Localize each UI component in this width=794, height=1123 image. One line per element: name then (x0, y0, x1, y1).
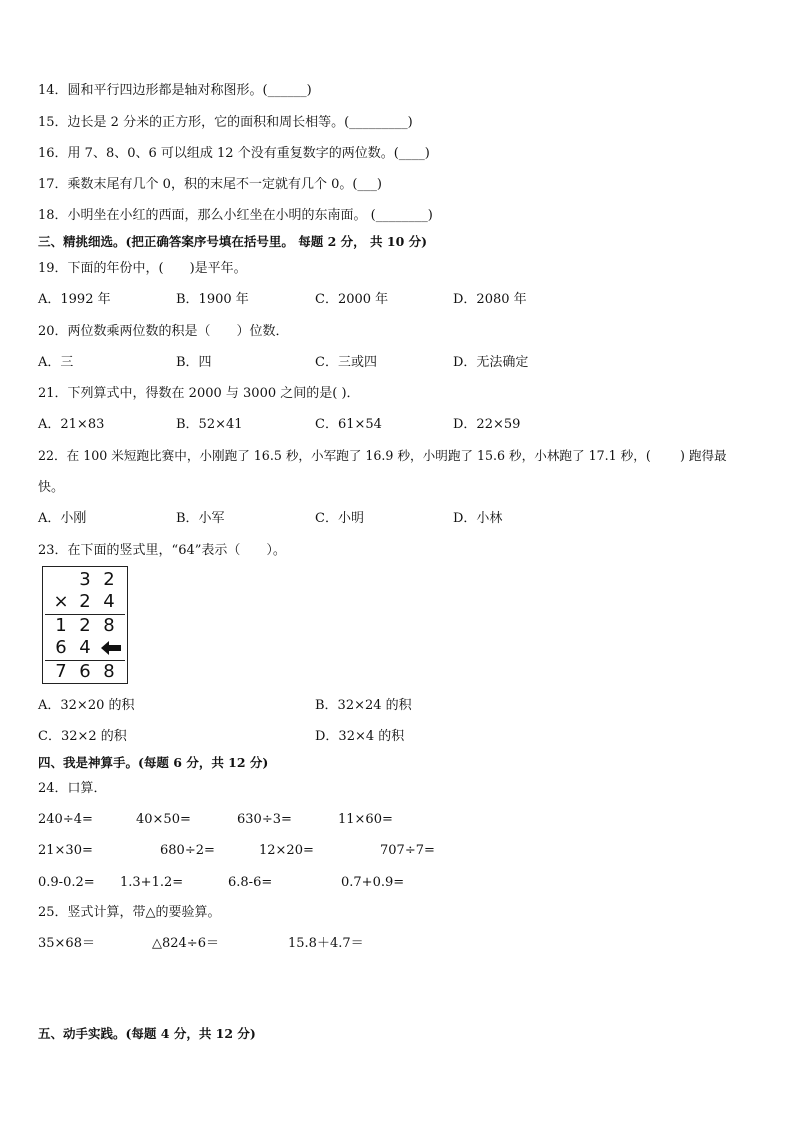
vertical-row-product (43, 661, 127, 683)
question-19-stem: 19．下面的年份中，( )是平年。 (38, 261, 247, 276)
question-22-stem-continued: 快。 (38, 480, 65, 495)
digit: 6 (79, 661, 91, 682)
mental-calc-item: 680÷2= (160, 843, 215, 858)
q19-option-b: B．1900 年 (176, 292, 249, 307)
q22-option-b: B．小军 (176, 511, 225, 526)
digit: 2 (79, 615, 91, 636)
question-16: 16．用 7、8、0、6 可以组成 12 个没有重复数字的两位数。(____) (38, 146, 430, 161)
q19-option-d: D．2080 年 (453, 292, 527, 307)
vertical-calc-item: 15.8＋4.7＝ (288, 936, 364, 951)
q23-option-a: A．32×20 的积 (38, 698, 135, 713)
mental-calc-item: 11×60= (338, 812, 393, 827)
q20-option-a: A．三 (38, 355, 74, 370)
q22-option-d: D．小林 (453, 511, 503, 526)
question-20-stem: 20．两位数乘两位数的积是（ ）位数． (38, 324, 289, 339)
q21-option-b: B．52×41 (176, 417, 243, 432)
q20-option-c: C．三或四 (315, 355, 377, 370)
q21-option-c: C．61×54 (315, 417, 382, 432)
digit: 4 (103, 591, 115, 612)
multiply-sign: × (53, 591, 69, 612)
digit: 2 (103, 569, 115, 590)
digit: 3 (79, 569, 91, 590)
question-21-stem: 21．下列算式中，得数在 2000 与 3000 之间的是( )． (38, 386, 360, 401)
mental-calc-item: 6.8-6= (228, 875, 273, 890)
digit: 6 (55, 637, 67, 658)
q19-option-c: C．2000 年 (315, 292, 389, 307)
left-arrow-icon (101, 641, 121, 655)
digit: 1 (55, 615, 67, 636)
section-4-title: 四、我是神算手。(每题 6 分，共 12 分) (38, 755, 269, 770)
q19-option-a: A．1992 年 (38, 292, 111, 307)
q21-option-d: D．22×59 (453, 417, 521, 432)
vertical-multiplication-figure (42, 566, 128, 684)
question-25-stem: 25．竖式计算，带△的要验算。 (38, 905, 221, 920)
mental-calc-item: 21×30= (38, 843, 93, 858)
vertical-row-partial-2 (43, 637, 127, 659)
q22-option-a: A．小刚 (38, 511, 87, 526)
digit: 2 (79, 591, 91, 612)
mental-calc-item: 0.7+0.9= (341, 875, 405, 890)
q23-option-b: B．32×24 的积 (315, 698, 412, 713)
vertical-row-multiplicand (43, 569, 127, 591)
mental-calc-item: 630÷3= (237, 812, 292, 827)
mental-calc-item: 707÷7= (380, 843, 435, 858)
q23-option-c: C．32×2 的积 (38, 729, 127, 744)
question-18: 18．小明坐在小红的西面，那么小红坐在小明的东南面。 (________) (38, 208, 433, 223)
mental-calc-item: 0.9-0.2= (38, 875, 95, 890)
vertical-row-multiplier (43, 591, 127, 613)
vertical-calc-item: △824÷6＝ (152, 936, 219, 951)
section-3-title: 三、精挑细选。(把正确答案序号填在括号里。 每题 2 分， 共 10 分) (38, 234, 428, 249)
mental-calc-item: 12×20= (259, 843, 314, 858)
question-17: 17．乘数末尾有几个 0，积的末尾不一定就有几个 0。(___) (38, 177, 382, 192)
digit: 8 (103, 661, 115, 682)
vertical-row-partial-1 (43, 615, 127, 637)
q20-option-d: D．无法确定 (453, 355, 529, 370)
q21-option-a: A．21×83 (38, 417, 105, 432)
question-22-stem: 22．在 100 米短跑比赛中，小刚跑了 16.5 秒，小军跑了 16.9 秒，小明跑了 15.6 秒，小林跑了 17.1 秒，( ) 跑得最 (38, 448, 727, 463)
mental-calc-item: 1.3+1.2= (120, 875, 184, 890)
question-24-stem: 24．口算． (38, 781, 107, 796)
mental-calc-item: 240÷4= (38, 812, 93, 827)
digit: 8 (103, 615, 115, 636)
mental-calc-item: 40×50= (136, 812, 191, 827)
question-15: 15．边长是 2 分米的正方形，它的面积和周长相等。(_________) (38, 115, 413, 130)
question-14: 14．圆和平行四边形都是轴对称图形。(______) (38, 83, 312, 98)
question-23-stem: 23．在下面的竖式里，“64”表示（ ）。 (38, 543, 286, 558)
vertical-calc-item: 35×68＝ (38, 936, 95, 951)
digit: 4 (79, 637, 91, 658)
q23-option-d: D．32×4 的积 (315, 729, 405, 744)
q22-option-c: C．小明 (315, 511, 364, 526)
digit: 7 (55, 661, 67, 682)
section-5-title: 五、动手实践。(每题 4 分，共 12 分) (38, 1026, 256, 1041)
q20-option-b: B．四 (176, 355, 212, 370)
